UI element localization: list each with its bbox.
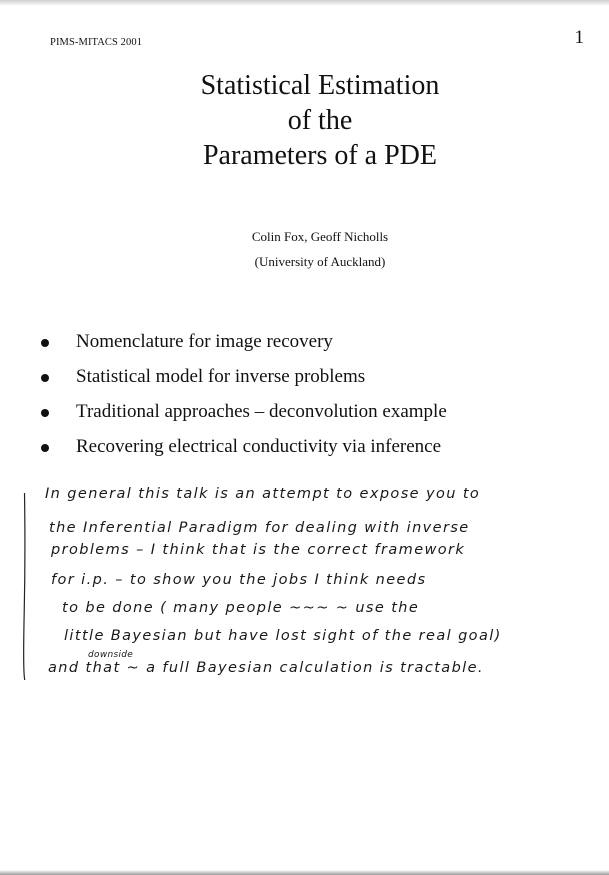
bullet-item: [40, 397, 447, 432]
handwritten-line-1: In general this talk is an attempt to expose you to: [45, 486, 481, 502]
title-line-1: Statistical Estimation: [200, 70, 440, 101]
bullet-item: [40, 432, 447, 467]
handwritten-line-2: the Inferential Paradigm for dealing with inverse: [49, 520, 470, 536]
handwritten-insert: downside: [88, 650, 134, 660]
bullet-text: Statistical model for inverse problems: [76, 366, 366, 387]
handwritten-line-7: and that ~ a full Bayesian calculation is tractable.: [48, 660, 484, 676]
page-number: 1: [574, 27, 584, 48]
handwritten-line-3: problems – I think that is the correct framework: [51, 542, 466, 558]
author-affiliation: (University of Auckland): [254, 254, 386, 269]
conference-header: PIMS-MITACS 2001: [50, 37, 143, 48]
scan-edge-bottom: [0, 870, 609, 875]
bullet-dot-icon: [41, 339, 49, 347]
bullet-item: [40, 327, 447, 362]
bullet-text: Traditional approaches – deconvolution example: [76, 401, 447, 422]
bullet-dot-icon: [41, 444, 49, 452]
author-block: [0, 224, 609, 274]
handwritten-line-5: to be done ( many people ~~~ ~ use the: [62, 600, 420, 616]
bullet-text: Recovering electrical conductivity via inference: [76, 436, 442, 457]
bullet-list: [40, 327, 447, 467]
title-line-3: Parameters of a PDE: [202, 140, 438, 171]
bullet-item: [40, 362, 447, 397]
margin-line-icon: [23, 493, 26, 680]
bullet-text: Nomenclature for image recovery: [76, 331, 333, 352]
page-title: [0, 68, 609, 173]
author-names: Colin Fox, Geoff Nicholls: [251, 229, 389, 244]
handwritten-line-4: for i.p. – to show you the jobs I think needs: [51, 572, 427, 588]
bullet-dot-icon: [41, 409, 49, 417]
title-line-2: of the: [287, 105, 353, 136]
scan-edge-top: [0, 0, 609, 6]
handwritten-line-6: little Bayesian but have lost sight of the real goal): [64, 628, 502, 644]
bullet-dot-icon: [41, 374, 49, 382]
